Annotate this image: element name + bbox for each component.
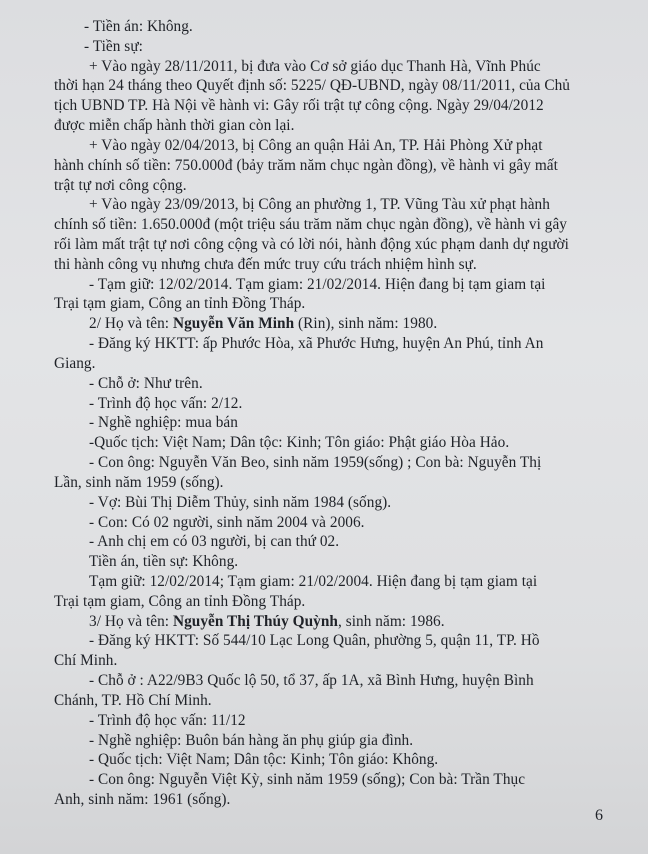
text-line: - Chỗ ở: Như trên. (89, 375, 203, 392)
text-line: - Nghề nghiệp: mua bán (89, 414, 238, 431)
person-name: Nguyễn Thị Thúy Quỳnh (172, 613, 338, 630)
page-number: 6 (595, 807, 603, 824)
text-line: - Đăng ký HKTT: Số 544/10 Lạc Long Quân, phường 5, quận 11, TP. Hồ (89, 632, 540, 649)
text-line: + Vào ngày 02/04/2013, bị Công an quận Hải An, TP. Hải Phòng Xử phạt (89, 137, 543, 154)
text-line: - Trình độ học vấn: 11/12 (89, 712, 246, 729)
text-line: được miễn chấp hành thời gian còn lại. (54, 117, 295, 134)
text-line: Tiền án, tiền sự: Không. (89, 553, 239, 570)
text-line: - Vợ: Bùi Thị Diễm Thủy, sinh năm 1984 (sống). (89, 494, 392, 511)
text-line: - Trình độ học vấn: 2/12. (89, 395, 243, 412)
text-line: Chánh, TP. Hồ Chí Minh. (54, 692, 212, 709)
text-line: - Chỗ ở : A22/9B3 Quốc lộ 50, tổ 37, ấp 1A, xã Bình Hưng, huyện Bình (89, 672, 534, 689)
text-line: Anh, sinh năm: 1961 (sống). (54, 791, 231, 808)
text-line: tịch UBND TP. Hà Nội về hành vi: Gây rối trật tự công cộng. Ngày 29/04/2012 (54, 97, 544, 114)
person-heading: 2/ Họ và tên: Nguyễn Văn Minh (Rin), sinh năm: 1980. (89, 315, 438, 332)
text-line: Chí Minh. (54, 652, 118, 669)
text-line: thi hành công vụ nhưng chưa đến mức truy cứu trách nhiệm hình sự. (54, 256, 477, 273)
person-heading: 3/ Họ và tên: Nguyễn Thị Thúy Quỳnh, sinh năm: 1986. (89, 613, 445, 630)
text-line: hành chính số tiền: 750.000đ (bảy trăm năm chục ngàn đồng), về hành vi gây mất (54, 157, 558, 174)
text-line: Giang. (54, 355, 96, 372)
text-line: Tạm giữ: 12/02/2014; Tạm giam: 21/02/2004. Hiện đang bị tạm giam tại (89, 573, 538, 590)
text-line: + Vào ngày 23/09/2013, bị Công an phường 1, TP. Vũng Tàu xử phạt hành (89, 196, 550, 213)
text-line: Trại tạm giam, Công an tỉnh Đồng Tháp. (54, 295, 306, 312)
text-line: - Tạm giữ: 12/02/2014. Tạm giam: 21/02/2014. Hiện đang bị tạm giam tại (89, 276, 546, 293)
text-line: -Quốc tịch: Việt Nam; Dân tộc: Kinh; Tôn giáo: Phật giáo Hòa Hảo. (89, 434, 510, 451)
text-line: thời hạn 24 tháng theo Quyết định số: 5225/ QĐ-UBND, ngày 08/11/2011, của Chủ (54, 77, 570, 94)
text-line: - Tiền sự: (84, 38, 143, 55)
text-line: - Tiền án: Không. (84, 18, 193, 35)
text-line: Lần, sinh năm 1959 (sống). (54, 474, 224, 491)
text-line: trật tự nơi công cộng. (54, 177, 187, 194)
person-name: Nguyễn Văn Minh (172, 315, 295, 332)
text-line: - Anh chị em có 03 người, bị can thứ 02. (89, 533, 340, 550)
text-line: + Vào ngày 28/11/2011, bị đưa vào Cơ sở giáo dục Thanh Hà, Vĩnh Phúc (89, 58, 541, 75)
text-line: chính số tiền: 1.650.000đ (một triệu sáu trăm năm chục ngàn đồng), về hành vi gây (54, 216, 567, 233)
text-line: - Quốc tịch: Việt Nam; Dân tộc: Kinh; Tôn giáo: Không. (89, 751, 439, 768)
text-line: - Con ông: Nguyễn Văn Beo, sinh năm 1959(sống) ; Con bà: Nguyễn Thị (89, 454, 542, 471)
text-line: - Đăng ký HKTT: ấp Phước Hòa, xã Phước Hưng, huyện An Phú, tỉnh An (89, 335, 544, 352)
text-line: - Nghề nghiệp: Buôn bán hàng ăn phụ giúp gia đình. (89, 732, 414, 749)
text-line: - Con: Có 02 người, sinh năm 2004 và 2006. (89, 514, 365, 531)
text-line: Trại tạm giam, Công an tỉnh Đồng Tháp. (54, 593, 306, 610)
text-line: rối làm mất trật tự nơi công cộng và có lời nói, hành động xúc phạm danh dự người (54, 236, 569, 253)
text-line: - Con ông: Nguyễn Việt Kỳ, sinh năm 1959 (sống); Con bà: Trần Thục (89, 771, 526, 788)
